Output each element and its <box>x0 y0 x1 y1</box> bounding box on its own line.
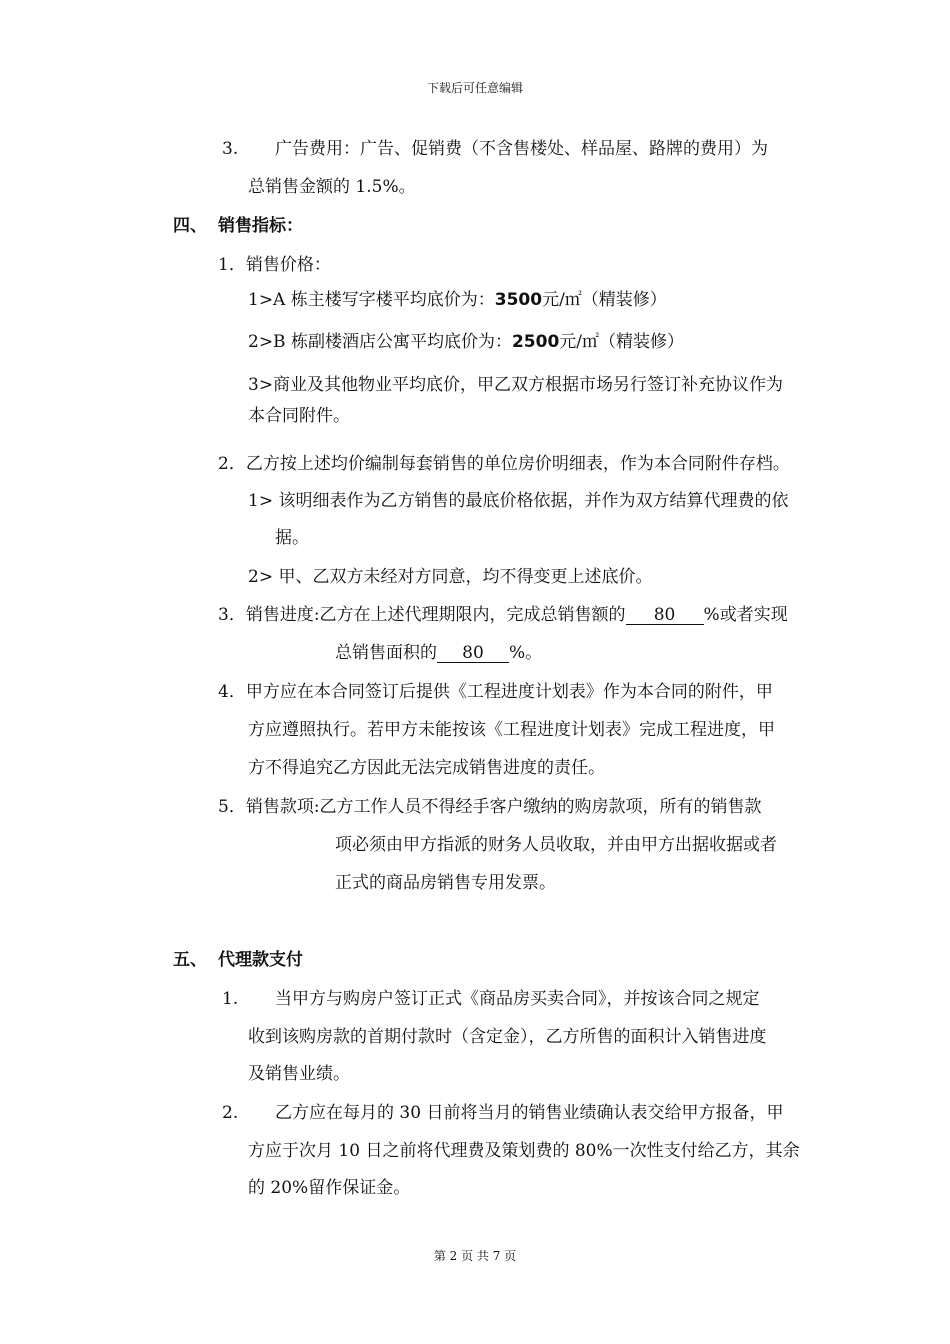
paragraph-line: 2> 甲、乙双方未经对方同意，均不得变更上述底价。 <box>248 567 653 587</box>
paragraph-line: 1．销售价格： <box>218 255 331 275</box>
progress-line-2 <box>335 643 542 663</box>
paragraph-line: 总销售金额的 1.5%。 <box>248 177 416 197</box>
paragraph-line: 收到该购房款的首期付款时（含定金），乙方所售的面积计入销售进度 <box>248 1027 767 1047</box>
price-unit: 元/㎡（精装修） <box>542 290 667 310</box>
progress-line-1 <box>218 605 788 625</box>
price-line-b <box>248 332 684 352</box>
paragraph-line: 方不得追究乙方因此无法完成销售进度的责任。 <box>248 758 605 778</box>
paragraph-line: 项必须由甲方指派的财务人员收取，并由甲方出据收据或者 <box>335 835 777 855</box>
paragraph-line: 乙方应在每月的 30 日前将当月的销售业绩确认表交给甲方报备，甲 <box>275 1103 784 1123</box>
paragraph-line: 当甲方与购房户签订正式《商品房买卖合同》，并按该合同之规定 <box>275 989 760 1009</box>
paragraph-line: 及销售业绩。 <box>248 1064 350 1084</box>
paragraph-line: 的 20%留作保证金。 <box>248 1178 411 1198</box>
price-label: 2>B 栋副楼酒店公寓平均底价为： <box>248 332 512 352</box>
section-number: 五、 <box>173 950 207 970</box>
page-footer: 第 2 页 共 7 页 <box>433 1249 517 1263</box>
paragraph-line: 4．甲方应在本合同签订后提供《工程进度计划表》作为本合同的附件，甲 <box>218 682 773 702</box>
price-value: 3500 <box>494 290 543 310</box>
paragraph-line: 2．乙方按上述均价编制每套销售的单位房价明细表，作为本合同附件存档。 <box>218 454 790 474</box>
paragraph-line: 3>商业及其他物业平均底价，甲乙双方根据市场另行签订补充协议作为 <box>248 375 784 395</box>
paragraph-line: 方应于次月 10 日之前将代理费及策划费的 80%一次性支付给乙方，其余 <box>248 1141 800 1161</box>
item-number: 1. <box>222 989 239 1009</box>
price-unit: 元/㎡（精装修） <box>559 332 685 352</box>
section-title: 代理款支付 <box>218 950 303 970</box>
underlined-value: 80 <box>437 644 509 663</box>
paragraph-line: 据。 <box>275 528 309 548</box>
paragraph-line: 1> 该明细表作为乙方销售的最底价格依据，并作为双方结算代理费的依 <box>248 491 789 511</box>
section-title: 销售指标： <box>218 216 303 236</box>
section-number: 四、 <box>173 216 207 236</box>
item-number: 3. <box>222 139 239 159</box>
paragraph-line: 5．销售款项:乙方工作人员不得经手客户缴纳的购房款项，所有的销售款 <box>218 797 762 817</box>
page-header: 下载后可任意编辑 <box>426 81 523 95</box>
price-line-a <box>248 290 667 310</box>
paragraph-line: 方应遵照执行。若甲方未能按该《工程进度计划表》完成工程进度，甲 <box>248 720 775 740</box>
paragraph-line: 广告费用：广告、促销费（不含售楼处、样品屋、路牌的费用）为 <box>275 139 768 159</box>
paragraph-line: 正式的商品房销售专用发票。 <box>335 873 556 893</box>
paragraph-text: %或者实现 <box>703 605 788 625</box>
paragraph-line: 本合同附件。 <box>248 406 350 426</box>
item-number: 2. <box>222 1103 239 1123</box>
price-value: 2500 <box>511 332 560 352</box>
underlined-value: 80 <box>626 606 704 625</box>
paragraph-text: 3．销售进度:乙方在上述代理期限内，完成总销售额的 <box>218 605 626 625</box>
paragraph-text: 总销售面积的 <box>335 643 437 663</box>
price-label: 1>A 栋主楼写字楼平均底价为： <box>248 290 495 310</box>
paragraph-text: %。 <box>509 643 543 663</box>
